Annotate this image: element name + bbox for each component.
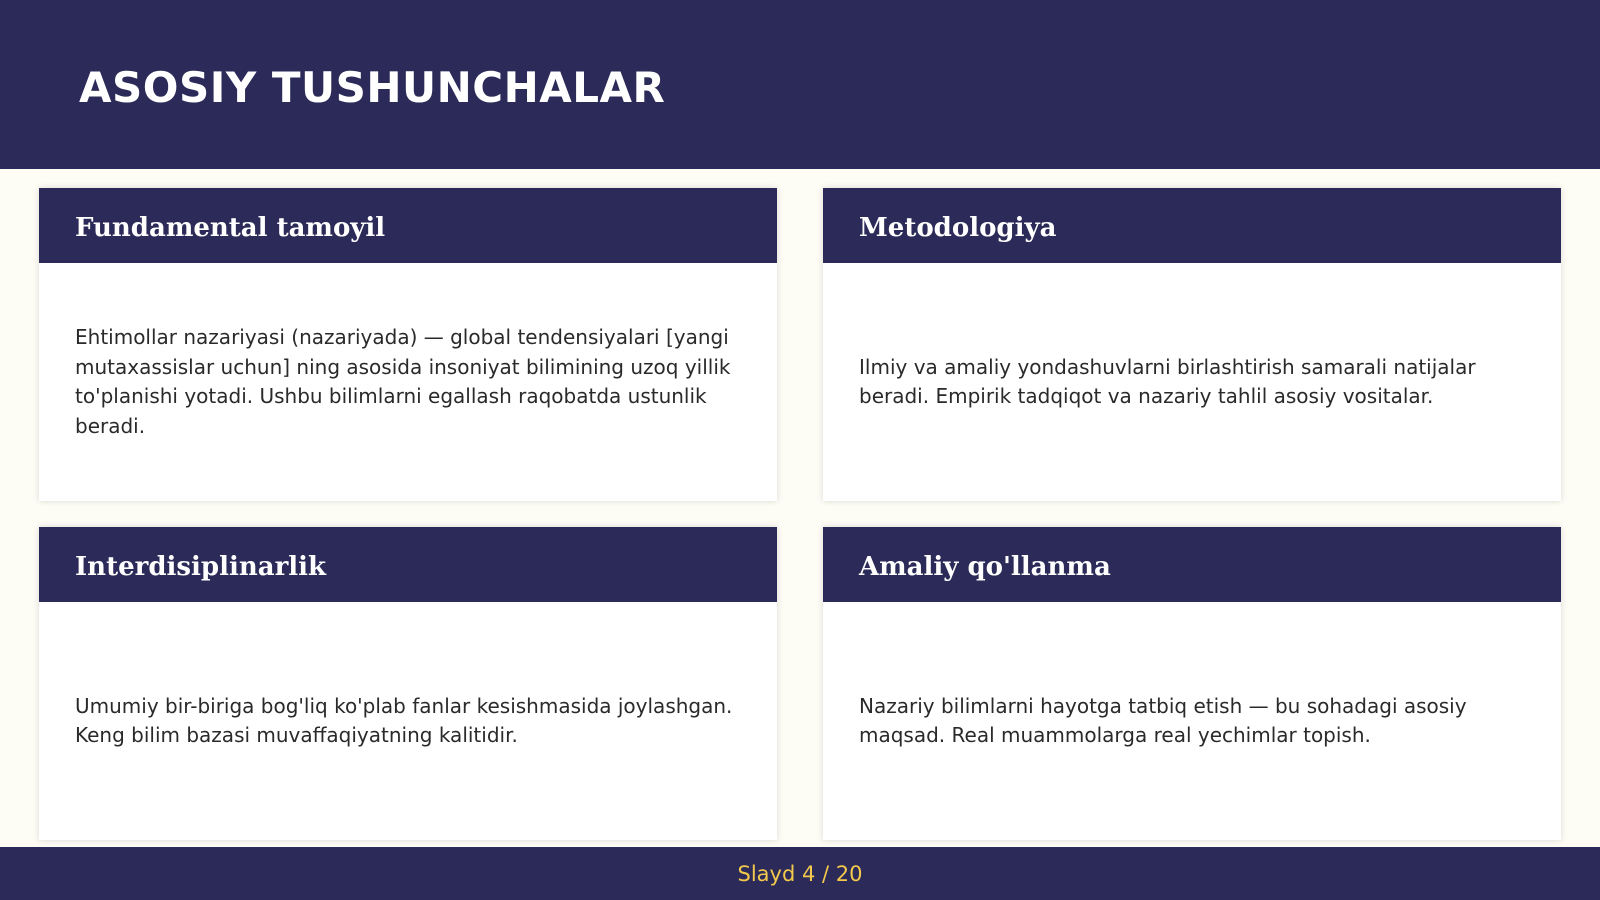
- card-metodologiya: [823, 188, 1561, 501]
- card-amaliy-qollanma: [823, 527, 1561, 840]
- card-header: [823, 527, 1561, 602]
- card-title: Metodologiya: [859, 213, 1057, 243]
- card-body: [39, 602, 777, 840]
- card-title: Amaliy qo'llanma: [859, 552, 1111, 582]
- card-body: [823, 602, 1561, 840]
- card-fundamental-tamoyil: [39, 188, 777, 501]
- card-title: Interdisiplinarlik: [75, 552, 327, 582]
- card-body: [823, 263, 1561, 501]
- card-text: Ilmiy va amaliy yondashuvlarni birlashtirish samarali natijalar beradi. Empirik tadqiqot va nazariy tahlil asosiy vositalar.: [859, 354, 1476, 408]
- slide-header: [0, 0, 1600, 169]
- slide-counter: Slayd 4 / 20: [737, 861, 863, 886]
- card-text: Umumiy bir-biriga bog'liq ko'plab fanlar kesishmasida joylashgan. Keng bilim bazasi muvaffaqiyatning kalitidir.: [75, 693, 733, 747]
- card-interdisiplinarlik: [39, 527, 777, 840]
- card-body: [39, 263, 777, 501]
- card-header: [39, 188, 777, 263]
- card-header: [823, 188, 1561, 263]
- card-header: [39, 527, 777, 602]
- slide-title: ASOSIY TUSHUNCHALAR: [79, 63, 666, 112]
- card-text: Nazariy bilimlarni hayotga tatbiq etish — bu sohadagi asosiy maqsad. Real muammolarga real yechimlar topish.: [859, 693, 1467, 747]
- slide-footer: [0, 847, 1600, 900]
- card-text: Ehtimollar nazariyasi (nazariyada) — global tendensiyalari [yangi mutaxassislar uchun] ning asosida insoniyat bilimining uzoq yillik to'planishi yotadi. Ushbu bilimlarni egallash raqobatda ustunlik beradi.: [75, 325, 731, 438]
- card-title: Fundamental tamoyil: [75, 213, 386, 243]
